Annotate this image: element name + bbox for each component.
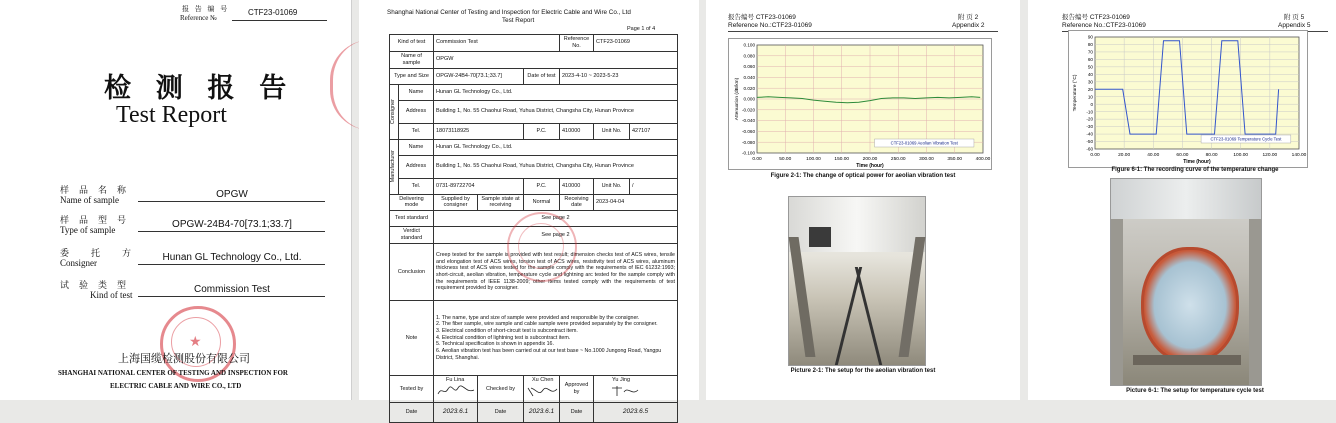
appendix-ref-number: CTF23-01069 (755, 14, 796, 21)
appendix-ref-en: Reference No.:CTF23-01069 (1062, 22, 1146, 29)
y-tick-label: -50 (1086, 139, 1093, 145)
cell-notes (434, 301, 678, 376)
plot-label: CTF23-01069 Aeolian Vibration Test (890, 140, 958, 146)
y-tick-label: 60 (1087, 57, 1093, 62)
cell-date-label: Date of test (524, 68, 560, 84)
cell-name-label: Name (399, 84, 434, 100)
cover-field-underline (138, 231, 325, 232)
y-tick-label: -0.080 (741, 139, 755, 145)
y-tick-label: 0.080 (743, 53, 755, 59)
y-tick-label: 0.020 (743, 85, 755, 91)
picture-2-1-caption: Picture 2-1: The setup for the aeolian vibration test (790, 368, 936, 374)
y-tick-label: 90 (1087, 34, 1093, 40)
cell-delivering-value: Supplied by consigner (434, 194, 478, 211)
appendix-page-en: Appendix 2 (952, 22, 985, 29)
y-tick-label: -0.060 (741, 129, 755, 134)
x-tick-label: 150.00 (834, 157, 850, 162)
cell-address-label: Address (399, 155, 434, 178)
x-tick-label: 350.00 (947, 157, 963, 162)
temperature-test-setup-photo (1110, 178, 1262, 386)
x-tick-label: 50.00 (779, 157, 792, 162)
cell-manufacturer-address: Building 1, No. 55 Chaohui Road, Yuhua District, Changsha City, Hunan Province (434, 155, 678, 178)
consigner-group-label: Consigner (390, 98, 396, 125)
handwritten-signature (436, 384, 476, 398)
cell-manufacturer-group (390, 139, 399, 194)
cover-field-label-zh: 样品名称 (60, 185, 137, 195)
cell-test-standard-value: See page 2 (434, 211, 678, 227)
table-row (390, 155, 678, 178)
y-tick-label: 0.000 (743, 96, 755, 102)
cell-manufacturer-tel: 0731-89722704 (434, 178, 524, 194)
cover-field-label-zh: 试验类型 (60, 280, 137, 290)
approved-by-name: Yu Jing (612, 377, 631, 383)
cover-field-label-zh: 委托方 (60, 248, 154, 258)
y-tick-label: 40 (1087, 71, 1093, 77)
report-page (359, 0, 699, 416)
table-row (390, 123, 678, 139)
cell-type-label: Type and Size (390, 68, 434, 84)
y-tick-label: 10 (1087, 94, 1093, 100)
y-tick-label: -60 (1086, 146, 1093, 152)
cell-conclusion-label: Conclusion (390, 244, 434, 301)
y-tick-label: 0.040 (743, 75, 755, 80)
table-row (390, 178, 678, 194)
cell-manufacturer-pc: 410000 (560, 178, 594, 194)
cell-test-standard-label: Test standard (390, 211, 434, 227)
aeolian-vibration-chart (729, 39, 991, 169)
table-row (390, 68, 678, 84)
y-tick-label: 20 (1087, 86, 1093, 92)
cell-verdict-standard-value: See page 2 (434, 227, 678, 244)
y-tick-label: -0.040 (741, 118, 755, 124)
cover-field-label-en: Kind of test (90, 290, 133, 300)
header-rule (728, 31, 998, 32)
appendix-page-en: Appendix 5 (1278, 22, 1311, 29)
cell-date-value: 2023-4-10 ~ 2023-5-23 (560, 68, 678, 84)
cell-checked-by (524, 376, 560, 403)
cell-tel-label: Tel. (399, 123, 434, 139)
table-row (390, 84, 678, 100)
y-axis-label: Attenuation (dB/km) (735, 77, 740, 121)
appendix-page-zh: 附 页 2 (958, 14, 979, 21)
cover-field-value: OPGW-24B4-70[73.1;33.7] (172, 219, 292, 230)
table-row (390, 100, 678, 123)
note-item: 2. The fiber sample, wire sample and cable sample were provided separately by the consigner. (436, 321, 658, 328)
cell-consigner-unit: 427107 (630, 123, 678, 139)
x-tick-label: 80.00 (1205, 153, 1218, 158)
cell-sign-date-3: 2023.6.5 (594, 403, 678, 423)
y-tick-label: 50 (1087, 64, 1093, 70)
x-tick-label: 400.00 (975, 157, 991, 162)
appendix-ref-zh (1062, 12, 1130, 21)
x-tick-label: 200.00 (862, 157, 878, 162)
cell-name-label: Name (399, 139, 434, 155)
table-row (390, 301, 678, 376)
cover-reference-en: Reference № (180, 14, 217, 22)
table-row (390, 51, 678, 68)
x-tick-label: 20.00 (1118, 153, 1131, 158)
y-tick-label: -40 (1086, 131, 1093, 137)
x-tick-label: 300.00 (919, 157, 934, 162)
y-tick-label: 0 (1090, 101, 1093, 107)
cell-consigner-name: Hunan GL Technology Co., Ltd. (434, 84, 678, 100)
y-tick-label: 0.060 (743, 64, 755, 70)
cover-reference-number: CTF23-01069 (248, 8, 298, 17)
cell-type-value: OPGW-24B4-70[73.1;33.7] (434, 68, 524, 84)
cell-note-label: Note (390, 301, 434, 376)
cover-field-label-en: Consigner (60, 258, 97, 268)
note-item: 1. The name, type and size of sample were provided and responsible by the consigner. (436, 314, 640, 321)
cell-date-label: Date (560, 403, 594, 423)
checked-by-name: Xu Chen (532, 377, 554, 383)
temperature-cycle-chart (1069, 31, 1307, 167)
issuer-name-en-line1: SHANGHAI NATIONAL CENTER OF TESTING AND INSPECTION FOR (58, 369, 288, 377)
y-tick-label: 30 (1087, 79, 1093, 85)
appendix-2-page (706, 0, 1020, 400)
cover-reference-underline (232, 20, 327, 21)
appendix-ref-zh-label: 报告编号 (728, 14, 754, 21)
cell-reference-label: Reference No. (560, 35, 594, 52)
cover-title-en: Test Report (116, 102, 227, 128)
cover-field-label-en: Type of sample (60, 225, 116, 235)
x-tick-label: 60.00 (1176, 153, 1189, 158)
cell-pc-label: P.C. (524, 123, 560, 139)
cell-delivering-label: Delivering mode (390, 194, 434, 211)
x-tick-label: 40.00 (1147, 153, 1160, 158)
cover-page (0, 0, 352, 400)
y-axis-label: Temperature (°C) (1073, 74, 1078, 112)
cable-drum (1141, 247, 1239, 363)
appendix-5-page (1028, 0, 1336, 400)
cover-field-underline (138, 296, 325, 297)
cover-field-value: OPGW (216, 189, 248, 200)
cover-field-value: Commission Test (194, 284, 270, 295)
plot-area (1095, 37, 1299, 149)
cell-sample-name-value: OPGW (434, 51, 678, 68)
y-tick-label: -30 (1086, 124, 1093, 130)
y-tick-label: 0.100 (743, 42, 755, 48)
cell-tel-label: Tel. (399, 178, 434, 194)
table-row (390, 403, 678, 423)
cell-kind-value: Commission Test (434, 35, 560, 52)
x-tick-label: 100.00 (1233, 153, 1249, 158)
cover-field-label-en: Name of sample (60, 195, 119, 205)
table-row (390, 139, 678, 155)
cover-title-zh: 检 测 报 告 (104, 73, 296, 103)
x-axis-label: Time (hour) (1183, 159, 1211, 165)
cover-field-underline (138, 264, 325, 265)
cell-approved-by-label: Approved by (560, 376, 594, 403)
cell-consigner-address: Building 1, No. 55 Chaohui Road, Yuhua District, Changsha City, Hunan Province (434, 100, 678, 123)
cell-reference-value: CTF23-01069 (594, 35, 678, 52)
note-item: 5. Technical specification is shown in appendix 16. (436, 341, 554, 348)
cell-consigner-group (390, 84, 399, 139)
manufacturer-group-label: Manufacturer (390, 150, 396, 183)
aeolian-chart-frame (728, 38, 992, 170)
cell-verdict-standard-label: Verdict standard (390, 227, 434, 244)
cover-reference-zh: 报 告 编 号 (182, 5, 230, 13)
handwritten-signature (525, 384, 559, 398)
report-page-number: Page 1 of 4 (627, 26, 656, 32)
appendix-ref-number: CTF23-01069 (1089, 14, 1130, 21)
appendix-ref-zh (728, 12, 796, 21)
cover-field-underline (138, 201, 325, 202)
report-header-org: Shanghai National Center of Testing and Inspection for Electric Cable and Wire Co., Ltd (387, 9, 631, 16)
y-tick-label: -20 (1086, 116, 1093, 122)
issuer-name-zh: 上海国缆检测股份有限公司 (118, 353, 250, 365)
cover-field-label-zh: 样品型号 (60, 215, 137, 225)
handwritten-signature (608, 384, 648, 398)
table-row (390, 376, 678, 403)
x-tick-label: 140.00 (1291, 153, 1307, 158)
note-item: 3. Electrical condition of short-circuit test is subcontract item. (436, 328, 578, 335)
cell-unit-label: Unit No. (594, 123, 630, 139)
cell-conclusion-text: Creep tested for the sample is provided with test result; dimension checks test of ACS wires, tensile and elongation test of ACS wires, torsion test of ACS wires, resistivity test of ACS wires, aluminum thickness test of ACS wires tested for the sample comply with the requirements of IEC 61232:1993; short-circuit, aeolian vibration, temperature cycle and lightning arc tested for the sample comply with the requirements of IEEE 1138-2009; other items tested comply with the requirements of test requirement provided by consigner. (434, 244, 678, 301)
cell-date-label: Date (390, 403, 434, 423)
cell-sample-name-label: Name of sample (390, 51, 434, 68)
cell-unit-label: Unit No. (594, 178, 630, 194)
x-tick-label: 100.00 (806, 157, 821, 162)
cell-tested-by-label: Tested by (390, 376, 434, 403)
report-header-title: Test Report (502, 17, 535, 24)
figure-6-1-caption: Figure 6-1: The recording curve of the temperature change (1111, 167, 1279, 173)
cell-tested-by (434, 376, 478, 403)
appendix-ref-en: Reference No.:CTF23-01069 (728, 22, 812, 29)
cell-receiving-label: Receiving date (560, 194, 594, 211)
picture-6-1-caption: Picture 6-1: The setup for temperature cycle test (1126, 388, 1264, 394)
x-tick-label: 250.00 (890, 157, 906, 162)
figure-2-1-caption: Figure 2-1: The change of optical power for aeolian vibration test (770, 173, 956, 179)
x-tick-label: 120.00 (1262, 153, 1278, 158)
cell-sample-state-value: Normal (524, 194, 560, 211)
issuer-name-en-line2: ELECTRIC CABLE AND WIRE CO., LTD (110, 382, 242, 390)
plot-label: CTF23-01069 Temperature Cycle Test (1210, 136, 1282, 142)
cell-approved-by (594, 376, 678, 403)
cell-date-label: Date (478, 403, 524, 423)
cell-sign-date-1: 2023.6.1 (434, 403, 478, 423)
cell-kind-label: Kind of test (390, 35, 434, 52)
note-item: 6. Aeolian vibration test has been carried out at our test base ~ No.1000 Jungong Road, Yangpu District, Shanghai. (436, 347, 662, 361)
x-axis-label: Time (hour) (856, 163, 884, 169)
aeolian-test-setup-photo (788, 196, 926, 366)
cell-pc-label: P.C. (524, 178, 560, 194)
tested-by-name: Fu Lina (446, 377, 465, 383)
appendix-ref-zh-label: 报告编号 (1062, 14, 1088, 21)
cell-sample-state-label: Sample state at receiving (478, 194, 524, 211)
cell-sign-date-2: 2023.6.1 (524, 403, 560, 423)
cell-checked-by-label: Checked by (478, 376, 524, 403)
cover-field-value: Hunan GL Technology Co., Ltd. (162, 252, 302, 263)
x-tick-label: 0.00 (752, 157, 762, 162)
cell-address-label: Address (399, 100, 434, 123)
y-tick-label: 80 (1087, 42, 1093, 48)
y-tick-label: -10 (1086, 109, 1093, 115)
y-tick-label: -0.020 (741, 107, 755, 113)
table-row (390, 194, 678, 211)
temperature-chart-frame (1068, 30, 1308, 168)
red-seal-stamp (507, 212, 577, 282)
x-tick-label: 0.00 (1090, 153, 1100, 158)
appendix-page-zh: 附 页 5 (1284, 14, 1305, 21)
cell-manufacturer-unit: / (630, 178, 678, 194)
cell-consigner-tel: 18073118925 (434, 123, 524, 139)
cell-consigner-pc: 410000 (560, 123, 594, 139)
cell-receiving-value: 2023-04-04 (594, 194, 678, 211)
y-tick-label: -0.100 (741, 150, 755, 156)
cell-manufacturer-name: Hunan GL Technology Co., Ltd. (434, 139, 678, 155)
y-tick-label: 70 (1087, 49, 1093, 55)
table-row (390, 35, 678, 52)
red-seal-stamp: ★ (160, 306, 236, 382)
note-item: 4. Electrical condition of lightning test is subcontract item. (436, 334, 571, 341)
